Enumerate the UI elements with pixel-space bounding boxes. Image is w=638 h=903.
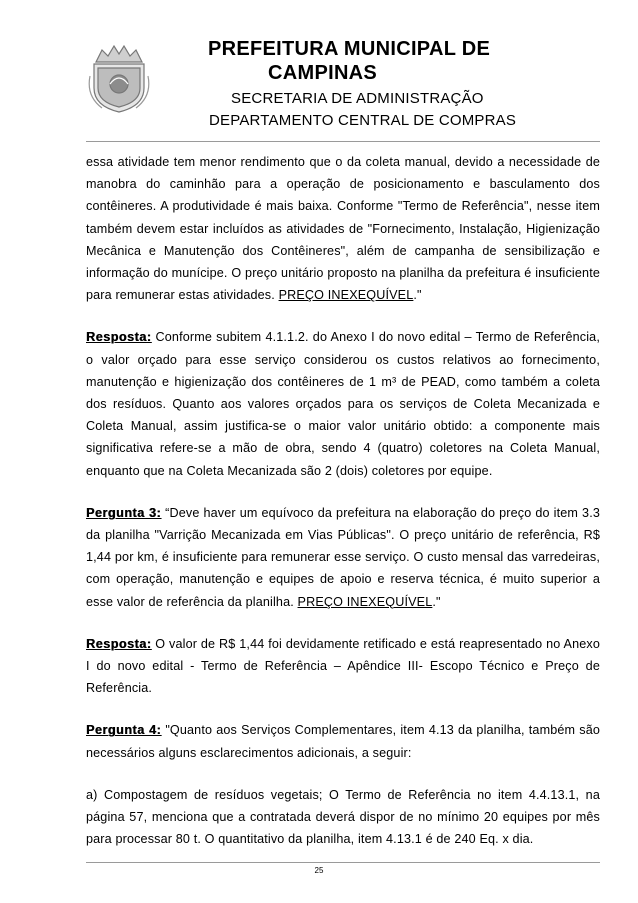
inexequivel-note: PREÇO INEXEQUÍVEL xyxy=(278,288,414,303)
list-item-paragraph: a) Compostagem de resíduos vegetais; O Termo de Referência no item 4.4.13.1, na página 57, menciona que a contratada deverá dispor de no mínimo 20 equipes por mês para processar 80 t. O quantitativo da planilha, item 4.13.1 é de 240 Eq. x dia. xyxy=(86,787,600,847)
question-label: Pergunta 3: xyxy=(86,505,162,520)
header-department: DEPARTAMENTO CENTRAL DE COMPRAS xyxy=(209,112,517,129)
header-subtitle: SECRETARIA DE ADMINISTRAÇÃO xyxy=(231,90,484,107)
inexequivel-note: PREÇO INEXEQUÍVEL xyxy=(297,594,433,609)
question-paragraph: Pergunta 3: “Deve haver um equívoco da prefeitura na elaboração do preço do item 3.3 da planilha "Varrição Mecanizada em Vias Públicas". O preço unitário de referência, R$ 1,44 por km, é insuficiente para remunerar esse serviço. O custo mensal das varredeiras, com operação, manutenção e equipes de apoio e reserva técnica, é muito superior a esse valor de referência da planilha. PREÇO INEXEQUÍVEL." xyxy=(86,505,601,609)
answer-label: Resposta: xyxy=(86,330,152,345)
header-divider xyxy=(86,141,600,142)
answer-paragraph: Resposta: O valor de R$ 1,44 foi devidamente retificado e está reapresentado no Anexo I do novo edital - Termo de Referência – Apêndice III- Escopo Técnico e Preço de Referência. xyxy=(86,636,600,696)
footer-divider xyxy=(86,862,600,863)
header-title-line2: CAMPINAS xyxy=(268,62,378,84)
answer-paragraph: Resposta: Conforme subitem 4.1.1.2. do Anexo I do novo edital – Termo de Referência, o valor orçado para esse serviço considerou os custos relativos ao fornecimento, manutenção e higienização dos contêineres de 1 m³ de PEAD, como também a coleta dos resíduos. Quanto aos valores orçados para os serviços de Coleta Mecanizada e Coleta Manual, assim justifica-se o maior valor unitário obtido: a componente mais significativa refere-se a mão de obra, sendo 4 (quatro) coletores na Coleta Manual, enquanto que na Coleta Mecanizada são 2 (dois) coletores por equipe. xyxy=(86,330,600,478)
city-coat-of-arms-icon xyxy=(88,36,150,116)
header-title-line1: PREFEITURA MUNICIPAL DE xyxy=(208,38,491,60)
page-number: 25 xyxy=(314,866,324,875)
question-paragraph: Pergunta 4: "Quanto aos Serviços Complementares, item 4.13 da planilha, também são necessários alguns esclarecimentos adicionais, a seguir: xyxy=(86,723,601,760)
paragraph-continuation: essa atividade tem menor rendimento que o da coleta manual, devido a necessidade de manobra do caminhão para a operação de posicionamento e basculamento dos contêineres. A produtividade é mais baixa. Conforme "Termo de Referência", nesse item também devem estar incluídos as atividades de "Fornecimento, Instalação, Higienização Mecânica e Manutenção dos Contêineres", além de campanha de sensibilização e informação do munícipe. O preço unitário proposto na planilha da prefeitura é insuficiente para remunerar estas atividades. PREÇO INEXEQUÍVEL." xyxy=(86,155,600,303)
question-label: Pergunta 4: xyxy=(86,723,162,738)
document-body xyxy=(86,151,600,850)
answer-label: Resposta: xyxy=(86,636,152,651)
